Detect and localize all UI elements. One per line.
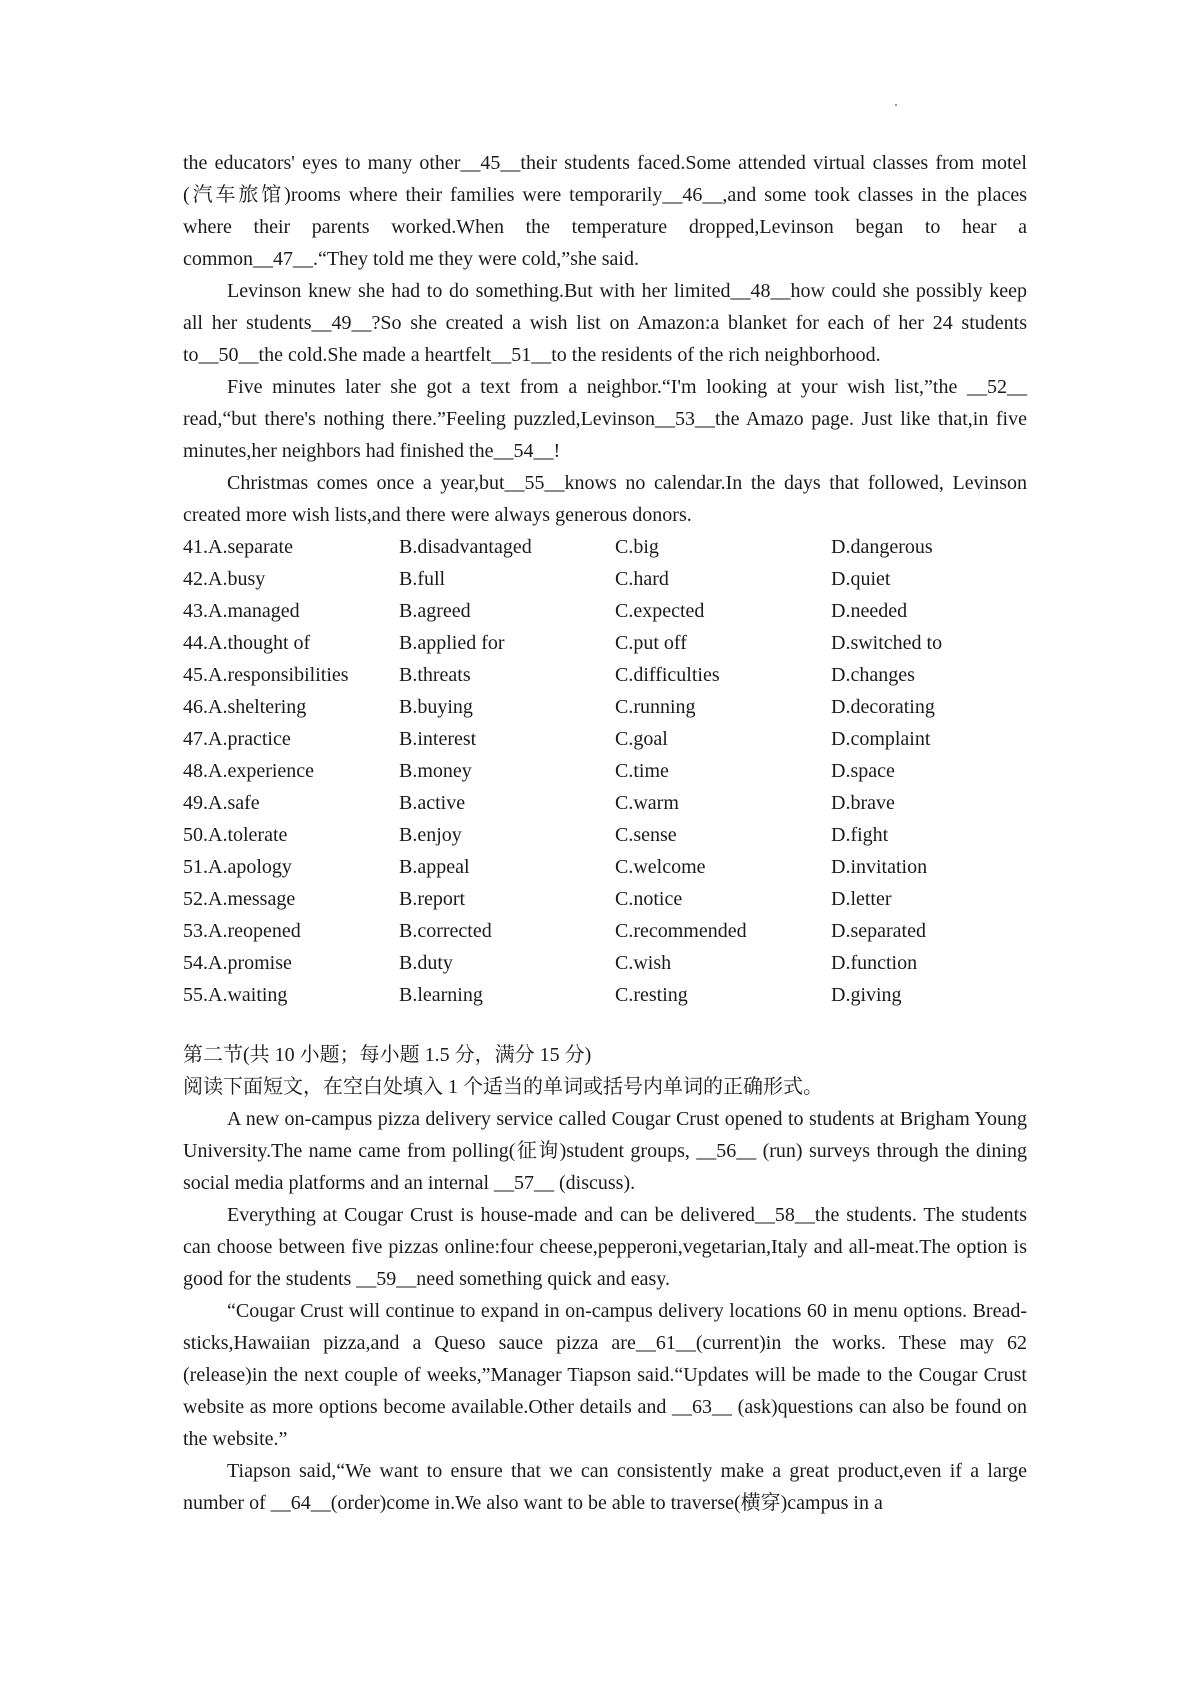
option-49-c: C.warm — [615, 792, 679, 814]
option-51-c: C.welcome — [615, 856, 706, 878]
option-row-41 — [183, 531, 1027, 563]
option-41-c: C.big — [615, 536, 659, 558]
option-54-c: C.wish — [615, 952, 672, 974]
passage-paragraph-2: Levinson knew she had to do something.But with her limited__48__how could she possibly keep all her students__49__?So she created a wish list on Amazon:a blanket for each of her 24 students to__50__the cold.She made a heartfelt__51__to the residents of the rich neighborhood. — [183, 280, 1027, 366]
option-45-d: D.changes — [831, 664, 915, 686]
option-44-c: C.put off — [615, 632, 687, 654]
option-row-45 — [183, 659, 1027, 691]
option-54-a: 54.A.promise — [183, 952, 292, 974]
option-51-b: B.appeal — [399, 856, 470, 878]
option-52-d: D.letter — [831, 888, 892, 910]
option-49-d: D.brave — [831, 792, 895, 814]
option-41-d: D.dangerous — [831, 536, 933, 558]
section-two-paragraph-4: Tiapson said,“We want to ensure that we can consistently make a great product,even if a large number of __64__(order)come in.We also want to be able to traverse(横穿)campus in a — [183, 1460, 1027, 1514]
option-55-c: C.resting — [615, 984, 688, 1006]
option-53-b: B.corrected — [399, 920, 492, 942]
option-47-a: 47.A.practice — [183, 728, 291, 750]
option-50-a: 50.A.tolerate — [183, 824, 288, 846]
cloze-passage — [183, 147, 1027, 531]
option-row-54 — [183, 947, 1027, 979]
option-54-b: B.duty — [399, 952, 453, 974]
option-53-d: D.separated — [831, 920, 926, 942]
option-row-52 — [183, 883, 1027, 915]
option-row-51 — [183, 851, 1027, 883]
option-53-c: C.recommended — [615, 920, 747, 942]
option-row-43 — [183, 595, 1027, 627]
option-50-c: C.sense — [615, 824, 677, 846]
option-55-b: B.learning — [399, 984, 483, 1006]
option-51-d: D.invitation — [831, 856, 928, 878]
option-44-d: D.switched to — [831, 632, 943, 654]
option-51-a: 51.A.apology — [183, 856, 292, 878]
option-52-a: 52.A.message — [183, 888, 296, 910]
option-41-b: B.disadvantaged — [399, 536, 532, 558]
option-50-b: B.enjoy — [399, 824, 462, 846]
option-47-b: B.interest — [399, 728, 477, 750]
option-46-c: C.running — [615, 696, 696, 718]
passage-paragraph-3: Five minutes later she got a text from a neighbor.“I'm looking at your wish list,”the __52__ read,“but there's nothing there.”Feeling puzzled,Levinson__53__the Amazo page. Just like that,in five minutes,her neighbors had finished the__54__! — [183, 376, 1027, 462]
option-49-b: B.active — [399, 792, 466, 814]
option-row-46 — [183, 691, 1027, 723]
option-50-d: D.fight — [831, 824, 889, 846]
option-42-a: 42.A.busy — [183, 568, 266, 590]
option-45-b: B.threats — [399, 664, 471, 686]
option-42-c: C.hard — [615, 568, 669, 590]
scan-speck — [895, 104, 897, 106]
section-two-instruction: 阅读下面短文，在空白处填入 1 个适当的单词或括号内单词的正确形式。 — [183, 1076, 823, 1098]
option-48-d: D.space — [831, 760, 895, 782]
option-row-47 — [183, 723, 1027, 755]
section-two — [183, 1040, 1027, 1519]
answer-options — [183, 531, 1027, 1011]
option-45-c: C.difficulties — [615, 664, 720, 686]
option-55-d: D.giving — [831, 984, 902, 1006]
option-47-d: D.complaint — [831, 728, 931, 750]
option-42-d: D.quiet — [831, 568, 891, 590]
section-two-paragraph-1: A new on-campus pizza delivery service called Cougar Crust opened to students at Brigham Young University.The name came from polling(征询)student groups, __56__ (run) surveys through the dining social media platforms and an internal __57__ (discuss). — [183, 1108, 1027, 1194]
option-43-d: D.needed — [831, 600, 908, 622]
section-two-heading: 第二节(共 10 小题；每小题 1.5 分，满分 15 分) — [183, 1044, 592, 1066]
option-41-a: 41.A.separate — [183, 536, 293, 558]
option-row-49 — [183, 787, 1027, 819]
option-47-c: C.goal — [615, 728, 668, 750]
option-row-42 — [183, 563, 1027, 595]
option-48-a: 48.A.experience — [183, 760, 315, 782]
option-52-c: C.notice — [615, 888, 683, 910]
option-43-b: B.agreed — [399, 600, 471, 622]
option-48-b: B.money — [399, 760, 472, 782]
option-54-d: D.function — [831, 952, 918, 974]
option-53-a: 53.A.reopened — [183, 920, 301, 942]
option-42-b: B.full — [399, 568, 446, 590]
option-row-50 — [183, 819, 1027, 851]
option-52-b: B.report — [399, 888, 466, 910]
section-two-paragraph-2: Everything at Cougar Crust is house-made and can be delivered__58__the students. The students can choose between five pizzas online:four cheese,pepperoni,vegetarian,Italy and all-meat.The option is good for the students __59__need something quick and easy. — [183, 1204, 1027, 1290]
option-44-a: 44.A.thought of — [183, 632, 311, 654]
option-43-c: C.expected — [615, 600, 705, 622]
option-row-48 — [183, 755, 1027, 787]
exam-page — [183, 147, 1027, 1519]
option-49-a: 49.A.safe — [183, 792, 260, 814]
option-46-a: 46.A.sheltering — [183, 696, 307, 718]
option-46-b: B.buying — [399, 696, 473, 718]
option-48-c: C.time — [615, 760, 669, 782]
option-row-55 — [183, 979, 1027, 1011]
option-row-53 — [183, 915, 1027, 947]
section-two-paragraph-3: “Cougar Crust will continue to expand in on-campus delivery locations 60 in menu options. Bread-sticks,Hawaiian pizza,and a Queso sauce pizza are__61__(current)in the works. These may 62 (release)in the next couple of weeks,”Manager Tiapson said.“Updates will be made to the Cougar Crust website as more options become available.Other details and __63__ (ask)questions can also be found on the website.” — [183, 1300, 1027, 1450]
option-row-44 — [183, 627, 1027, 659]
passage-paragraph-1: the educators' eyes to many other__45__their students faced.Some attended virtual classes from motel (汽车旅馆)rooms where their families were temporarily__46__,and some took classes in the places where their parents worked.When the temperature dropped,Levinson began to hear a common__47__.“They told me they were cold,”she said. — [183, 152, 1027, 270]
option-46-d: D.decorating — [831, 696, 935, 718]
passage-paragraph-4: Christmas comes once a year,but__55__knows no calendar.In the days that followed, Levinson created more wish lists,and there were always generous donors. — [183, 472, 1027, 526]
option-55-a: 55.A.waiting — [183, 984, 288, 1006]
option-43-a: 43.A.managed — [183, 600, 300, 622]
option-44-b: B.applied for — [399, 632, 505, 654]
option-45-a: 45.A.responsibilities — [183, 664, 349, 686]
